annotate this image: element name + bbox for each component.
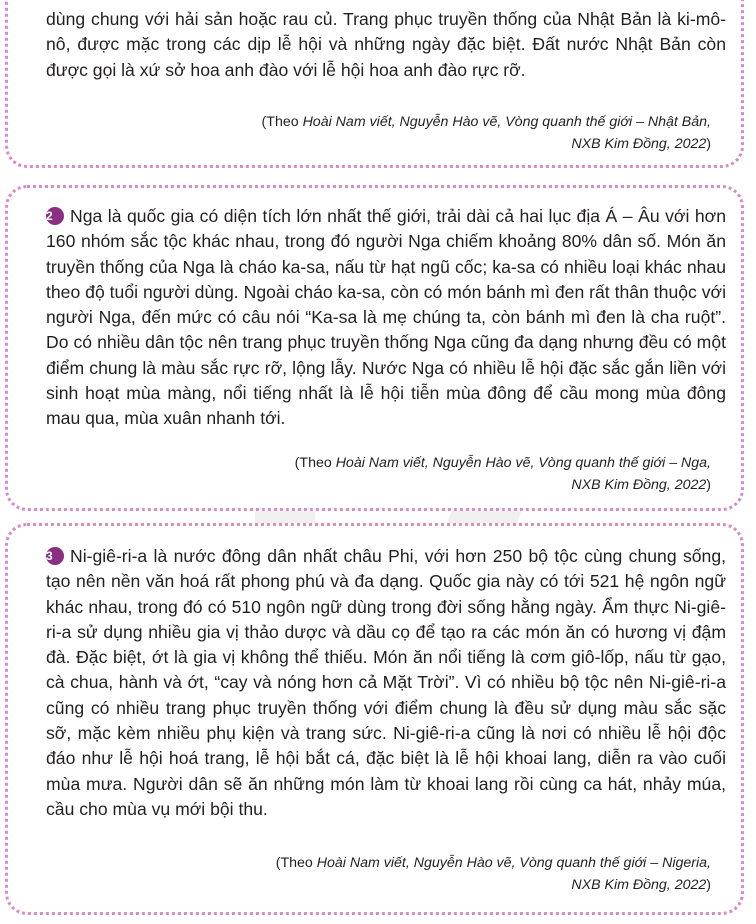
paragraph-japan: dùng chung với hải sản hoặc rau củ. Trang phục truyền thống của Nhật Bản là ki-mô-nô, được mặc trong các dịp lễ hội và những ngày đặc biệt. Đất nước Nhật Bản còn được gọi là xứ sở hoa anh đào với lễ hội hoa anh đào rực rỡ.: [46, 9, 726, 80]
reading-box-russia: [5, 185, 744, 511]
paragraph-russia: 2 Nga là quốc gia có diện tích lớn nhất thế giới, trải dài cả hai lục địa Á – Âu với hơn 160 nhóm sắc tộc khác nhau, trong đó người Nga chiếm khoảng 80% dân số. Món ăn truyền thống của Nga là cháo ka-sa, nấu từ hạt ngũ cốc; ka-sa có nhiều loại khác nhau theo độ tuổi người dùng. Ngoài cháo ka-sa, còn có món bánh mì đen rất thân thuộc với người Nga, đến mức có câu nói “Ka-sa là mẹ chúng ta, còn bánh mì đen là cha ruột”. Do có nhiều dân tộc nên trang phục truyền thống Nga cũng đa dạng nhưng đều có một điểm chung là màu sắc rực rỡ, lộng lẫy. Nước Nga có nhiều lễ hội đặc sắc gắn liền với sinh hoạt mùa màng, nổi tiếng nhất là lễ hội tiễn mùa đông để cầu mong mùa đông mau qua, mùa xuân nhanh tới.: [46, 206, 726, 429]
section-number-badge: 2: [46, 207, 64, 225]
citation-japan: (Theo Hoài Nam viết, Nguyễn Hào vẽ, Vòng quanh thế giới – Nhật Bản, NXB Kim Đồng, 2022): [261, 114, 711, 152]
reading-box-japan: [5, 0, 744, 168]
section-number-badge: 3: [46, 547, 64, 565]
citation-russia: (Theo Hoài Nam viết, Nguyễn Hào vẽ, Vòng quanh thế giới – Nga, NXB Kim Đồng, 2022): [294, 455, 711, 493]
citation-nigeria: (Theo Hoài Nam viết, Nguyễn Hào vẽ, Vòng quanh thế giới – Nigeria, NXB Kim Đồng, 2022): [275, 855, 711, 893]
paragraph-nigeria: 3 Ni-giê-ri-a là nước đông dân nhất châu Phi, với hơn 250 bộ tộc cùng chung sống, tạo nên nền văn hoá rất phong phú và đa dạng. Quốc gia này có tới 521 hệ ngôn ngữ khác nhau, trong đó có 510 ngôn ngữ dùng trong đời sống hằng ngày. Ẩm thực Ni-giê-ri-a sử dụng nhiều gia vị thảo dược và dầu cọ để tạo ra các món ăn có hương vị đậm đà. Đặc biệt, ớt là gia vị không thể thiếu. Món ăn nổi tiếng là cơm giô-lốp, nấu từ gạo, cà chua, hành và ớt, “cay và nóng hơn cả Mặt Trời”. Vì có nhiều bộ tộc nên Ni-giê-ri-a cũng có nhiều trang phục truyền thống với điểm chung là đều sử dụng màu sắc sặc sỡ, mặc kèm nhiều phụ kiện và trang sức. Ni-giê-ri-a cũng là nơi có nhiều lễ hội độc đáo như lễ hội hoá trang, lễ hội bắt cá, đặc biệt là lễ hội khoai lang, diễn ra vào cuối mùa mưa. Người dân sẽ ăn những món làm từ khoai lang rồi cùng ca hát, nhảy múa, cầu cho mùa vụ mới bội thu.: [46, 546, 726, 819]
reading-box-nigeria: [5, 523, 744, 915]
